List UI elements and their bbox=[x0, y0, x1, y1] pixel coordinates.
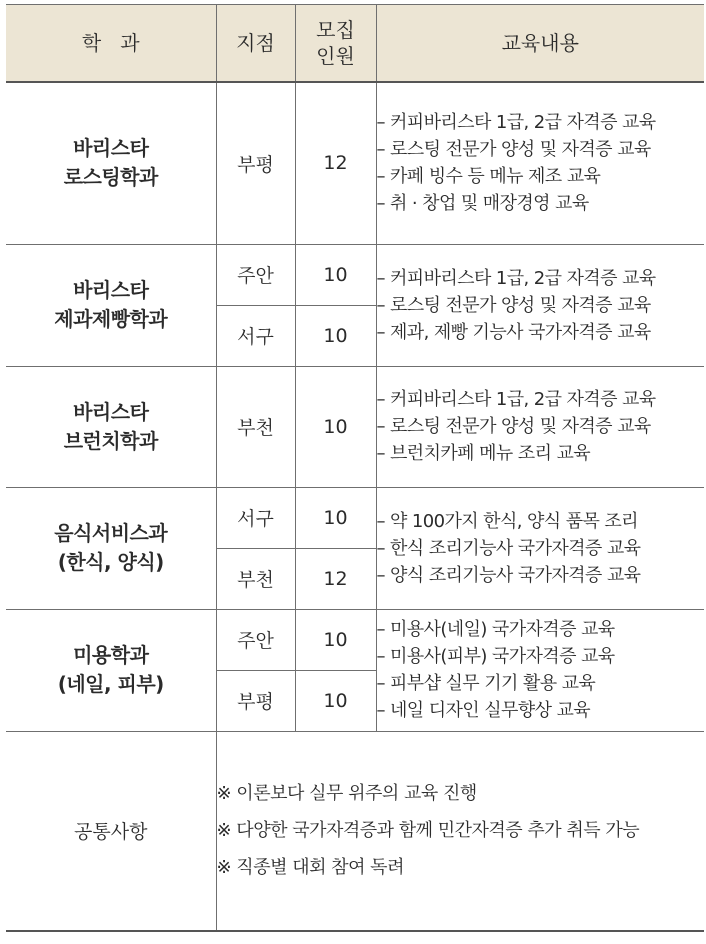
header-recruit bbox=[295, 5, 376, 83]
header-row bbox=[6, 5, 704, 83]
dept-name: 바리스타 bbox=[73, 399, 149, 424]
count-cell: 10 bbox=[295, 609, 376, 670]
content-cell bbox=[376, 366, 704, 487]
count-cell: 10 bbox=[295, 670, 376, 731]
branch-cell: 주안 bbox=[216, 244, 295, 305]
dept-name: 바리스타 bbox=[73, 136, 149, 161]
content-cell bbox=[376, 244, 704, 366]
count-cell: 12 bbox=[295, 82, 376, 244]
dept-cell bbox=[6, 487, 216, 609]
content-line: – 제과, 제빵 기능사 국가자격증 교육 bbox=[376, 321, 651, 343]
content-cell bbox=[376, 487, 704, 609]
dept-name-sub: 제과제빵학과 bbox=[54, 307, 168, 331]
content-line: – 취 · 창업 및 매장경영 교육 bbox=[376, 193, 589, 215]
content-cell bbox=[376, 609, 704, 731]
table-row bbox=[6, 609, 704, 670]
branch-cell: 서구 bbox=[216, 487, 295, 548]
table-row bbox=[6, 366, 704, 487]
dept-cell bbox=[6, 366, 216, 487]
common-note: ※ 다양한 국가자격증과 함께 민간자격증 추가 취득 가능 bbox=[216, 820, 640, 842]
content-line: – 로스팅 전문가 양성 및 자격증 교육 bbox=[376, 416, 651, 437]
table-row bbox=[6, 487, 704, 548]
content-cell bbox=[376, 82, 704, 244]
header-recruit-line1: 모집 bbox=[316, 18, 355, 42]
content-line: – 한식 조리기능사 국가자격증 교육 bbox=[376, 537, 641, 559]
branch-cell: 주안 bbox=[216, 609, 295, 670]
count-cell: 10 bbox=[295, 244, 376, 305]
count-cell: 10 bbox=[295, 366, 376, 487]
dept-cell bbox=[6, 82, 216, 244]
header-content: 교육내용 bbox=[376, 5, 704, 83]
course-table bbox=[6, 4, 704, 932]
common-row bbox=[6, 731, 704, 931]
dept-name: 미용학과 bbox=[73, 643, 149, 667]
content-line: – 양식 조리기능사 국가자격증 교육 bbox=[376, 564, 641, 586]
dept-name: 음식서비스과 bbox=[54, 521, 168, 545]
content-line: – 약 100가지 한식, 양식 품목 조리 bbox=[376, 510, 638, 532]
header-branch: 지점 bbox=[216, 5, 295, 83]
content-line: – 카페 빙수 등 메뉴 제조 교육 bbox=[376, 166, 601, 188]
header-recruit-line2: 인원 bbox=[316, 44, 355, 68]
content-line: – 로스팅 전문가 양성 및 자격증 교육 bbox=[376, 139, 651, 161]
dept-name-sub: 로스팅학과 bbox=[63, 165, 158, 190]
content-line: – 커피바리스타 1급, 2급 자격증 교육 bbox=[376, 112, 656, 134]
dept-cell bbox=[6, 244, 216, 366]
count-cell: 12 bbox=[295, 548, 376, 609]
table-row bbox=[6, 244, 704, 305]
content-line: – 커피바리스타 1급, 2급 자격증 교육 bbox=[376, 267, 656, 289]
content-line: – 네일 디자인 실무향상 교육 bbox=[376, 700, 591, 721]
common-note: ※ 이론보다 실무 위주의 교육 진행 bbox=[216, 783, 477, 805]
table-row bbox=[6, 82, 704, 244]
count-cell: 10 bbox=[295, 305, 376, 366]
common-label: 공통사항 bbox=[6, 731, 216, 931]
branch-cell: 부천 bbox=[216, 366, 295, 487]
dept-name: 바리스타 bbox=[73, 278, 149, 302]
count-cell: 10 bbox=[295, 487, 376, 548]
content-line: – 미용사(피부) 국가자격증 교육 bbox=[376, 646, 615, 667]
common-notes-cell bbox=[216, 731, 704, 931]
dept-name-sub: (한식, 양식) bbox=[57, 550, 164, 574]
branch-cell: 부평 bbox=[216, 82, 295, 244]
content-line: – 피부샵 실무 기기 활용 교육 bbox=[376, 673, 596, 694]
dept-name-sub: 브런치학과 bbox=[63, 428, 158, 453]
branch-cell: 부천 bbox=[216, 548, 295, 609]
dept-cell bbox=[6, 609, 216, 731]
common-note: ※ 직종별 대회 참여 독려 bbox=[216, 857, 404, 879]
branch-cell: 서구 bbox=[216, 305, 295, 366]
header-dept: 학 과 bbox=[6, 5, 216, 83]
content-line: – 미용사(네일) 국가자격증 교육 bbox=[376, 619, 615, 640]
content-line: – 브런치카페 메뉴 조리 교육 bbox=[376, 443, 591, 464]
branch-cell: 부평 bbox=[216, 670, 295, 731]
content-line: – 커피바리스타 1급, 2급 자격증 교육 bbox=[376, 389, 656, 410]
dept-name-sub: (네일, 피부) bbox=[57, 672, 164, 696]
content-line: – 로스팅 전문가 양성 및 자격증 교육 bbox=[376, 294, 651, 316]
